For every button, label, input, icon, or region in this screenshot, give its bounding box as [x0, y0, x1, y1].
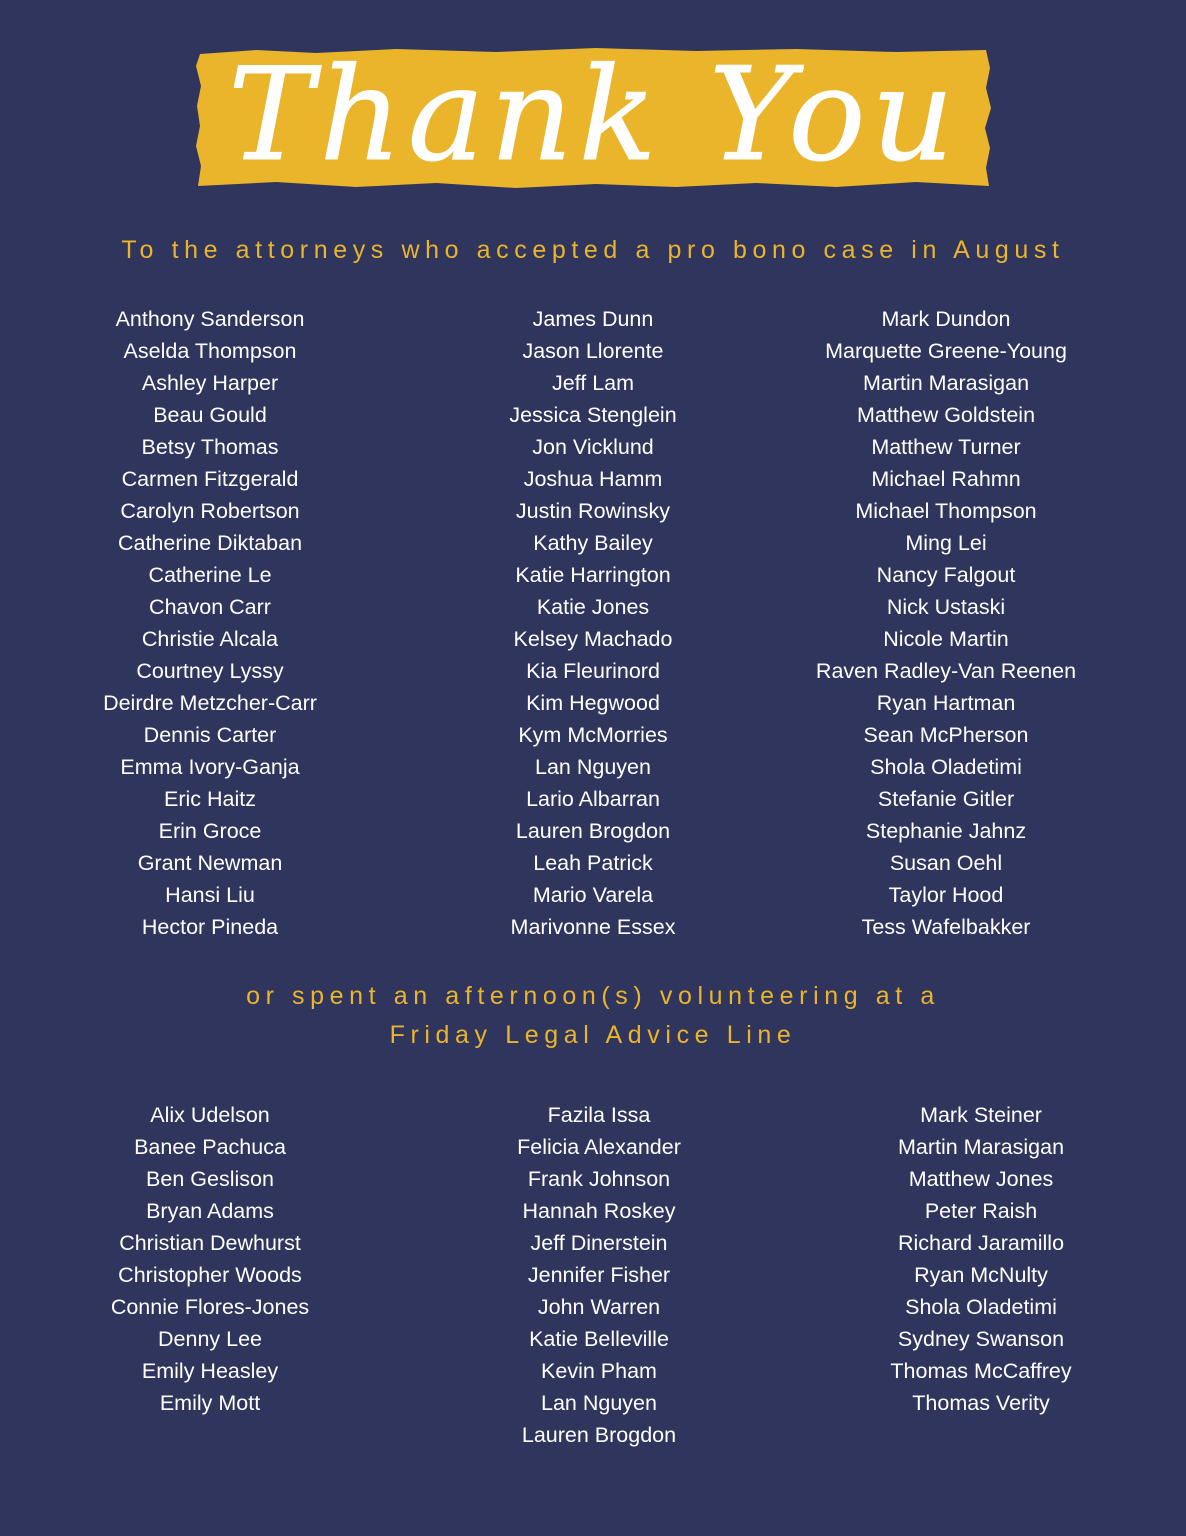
pro-bono-column-1: [60, 303, 360, 943]
attorney-name: Ming Lei: [905, 531, 987, 555]
attorney-name: Mark Dundon: [881, 307, 1011, 331]
attorney-name: Michael Rahmn: [871, 467, 1021, 491]
advice-line-column-1: [60, 1099, 360, 1419]
attorney-name: Aselda Thompson: [123, 339, 297, 363]
attorney-name: Kym McMorries: [518, 723, 668, 747]
attorney-name: Jason Llorente: [522, 339, 664, 363]
attorney-name: Lan Nguyen: [535, 755, 651, 779]
attorney-name: Fazila Issa: [547, 1103, 651, 1127]
attorney-name: Dennis Carter: [143, 723, 277, 747]
attorney-name: Sydney Swanson: [897, 1327, 1065, 1351]
attorney-name: Carmen Fitzgerald: [121, 467, 299, 491]
page-title: Thank You: [228, 40, 960, 190]
attorney-name: Stefanie Gitler: [877, 787, 1015, 811]
advice-line-column-2: [449, 1099, 749, 1451]
attorney-name: Anthony Sanderson: [115, 307, 305, 331]
attorney-name: Thomas McCaffrey: [890, 1359, 1072, 1383]
attorney-name: Ryan McNulty: [914, 1263, 1048, 1287]
attorney-name: Catherine Diktaban: [117, 531, 303, 555]
attorney-name: Peter Raish: [924, 1199, 1038, 1223]
attorney-name: Leah Patrick: [533, 851, 653, 875]
attorney-name: Katie Jones: [536, 595, 650, 619]
attorney-name: Lauren Brogdon: [521, 1423, 677, 1447]
attorney-name: Martin Marasigan: [897, 1135, 1065, 1159]
attorney-name: Mark Steiner: [920, 1103, 1042, 1127]
attorney-name: Beau Gould: [153, 403, 267, 427]
attorney-name: Hansi Liu: [165, 883, 255, 907]
attorney-name: Katie Belleville: [529, 1327, 669, 1351]
attorney-name: Banee Pachuca: [134, 1135, 286, 1159]
attorney-name: Richard Jaramillo: [897, 1231, 1065, 1255]
attorney-name: Bryan Adams: [146, 1199, 274, 1223]
attorney-name: Christian Dewhurst: [119, 1231, 301, 1255]
attorney-name: Nancy Falgout: [876, 563, 1016, 587]
attorney-name: Martin Marasigan: [862, 371, 1030, 395]
attorney-name: John Warren: [537, 1295, 661, 1319]
attorney-name: Ryan Hartman: [876, 691, 1016, 715]
attorney-name: Jennifer Fisher: [527, 1263, 671, 1287]
subtitle: To the attorneys who accepted a pro bono case in August: [121, 236, 1065, 264]
attorney-name: Hannah Roskey: [522, 1199, 676, 1223]
attorney-name: Felicia Alexander: [517, 1135, 681, 1159]
attorney-name: Taylor Hood: [888, 883, 1004, 907]
attorney-name: Erin Groce: [158, 819, 262, 843]
attorney-name: Marquette Greene-Young: [825, 339, 1067, 363]
attorney-name: Lario Albarran: [526, 787, 660, 811]
attorney-name: Carolyn Robertson: [120, 499, 300, 523]
attorney-name: Shola Oladetimi: [870, 755, 1022, 779]
attorney-name: Kim Hegwood: [526, 691, 660, 715]
attorney-name: Marivonne Essex: [510, 915, 676, 939]
attorney-name: Michael Thompson: [855, 499, 1037, 523]
attorney-name: Frank Johnson: [527, 1167, 671, 1191]
section-heading-line-2: Friday Legal Advice Line: [389, 1021, 797, 1049]
attorney-name: Raven Radley-Van Reenen: [815, 659, 1077, 683]
attorney-name: Mario Varela: [532, 883, 654, 907]
attorney-name: Kelsey Machado: [513, 627, 673, 651]
attorney-name: Jeff Lam: [551, 371, 635, 395]
attorney-name: James Dunn: [532, 307, 654, 331]
attorney-name: Denny Lee: [158, 1327, 262, 1351]
attorney-name: Grant Newman: [137, 851, 283, 875]
attorney-name: Matthew Turner: [871, 435, 1021, 459]
attorney-name: Deirdre Metzcher-Carr: [103, 691, 317, 715]
attorney-name: Nick Ustaski: [886, 595, 1006, 619]
attorney-name: Eric Haitz: [164, 787, 256, 811]
attorney-name: Kia Fleurinord: [526, 659, 660, 683]
attorney-name: Christopher Woods: [118, 1263, 302, 1287]
attorney-name: Ashley Harper: [141, 371, 279, 395]
attorney-name: Kevin Pham: [541, 1359, 657, 1383]
attorney-name: Jeff Dinerstein: [530, 1231, 668, 1255]
attorney-name: Hector Pineda: [141, 915, 279, 939]
attorney-name: Thomas Verity: [912, 1391, 1050, 1415]
attorney-name: Betsy Thomas: [141, 435, 279, 459]
attorney-name: Emma Ivory-Ganja: [120, 755, 300, 779]
attorney-name: Courtney Lyssy: [136, 659, 284, 683]
attorney-name: Connie Flores-Jones: [110, 1295, 310, 1319]
attorney-name: Matthew Goldstein: [856, 403, 1036, 427]
attorney-name: Emily Mott: [159, 1391, 261, 1415]
attorney-name: Chavon Carr: [149, 595, 271, 619]
pro-bono-column-2: [443, 303, 743, 943]
attorney-name: Stephanie Jahnz: [865, 819, 1027, 843]
attorney-name: Ben Geslison: [146, 1167, 274, 1191]
attorney-name: Justin Rowinsky: [515, 499, 671, 523]
attorney-name: Katie Harrington: [515, 563, 671, 587]
attorney-name: Joshua Hamm: [523, 467, 663, 491]
attorney-name: Nicole Martin: [883, 627, 1009, 651]
attorney-name: Kathy Bailey: [533, 531, 653, 555]
attorney-name: Emily Heasley: [141, 1359, 279, 1383]
attorney-name: Alix Udelson: [150, 1103, 270, 1127]
attorney-name: Lauren Brogdon: [515, 819, 671, 843]
pro-bono-column-3: [776, 303, 1116, 943]
attorney-name: Susan Oehl: [889, 851, 1003, 875]
attorney-name: Matthew Jones: [908, 1167, 1054, 1191]
attorney-name: Sean McPherson: [863, 723, 1029, 747]
attorney-name: Jessica Stenglein: [509, 403, 677, 427]
attorney-name: Christie Alcala: [141, 627, 279, 651]
attorney-name: Tess Wafelbakker: [861, 915, 1031, 939]
attorney-name: Shola Oladetimi: [905, 1295, 1057, 1319]
advice-line-column-3: [831, 1099, 1131, 1419]
attorney-name: Lan Nguyen: [541, 1391, 657, 1415]
section-heading-line-1: or spent an afternoon(s) volunteering at a: [246, 982, 940, 1010]
attorney-name: Catherine Le: [148, 563, 272, 587]
attorney-name: Jon Vicklund: [532, 435, 654, 459]
